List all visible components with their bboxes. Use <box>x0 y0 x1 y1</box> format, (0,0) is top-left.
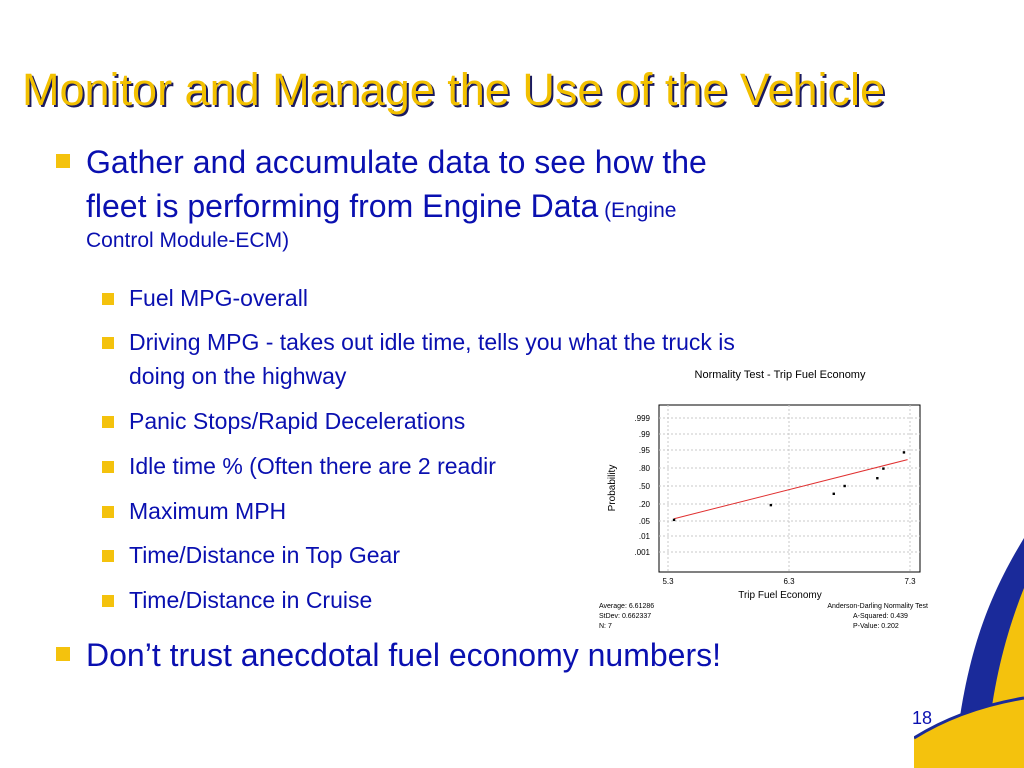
y-tick-labels <box>634 414 650 557</box>
y-axis-label: Probability <box>607 464 618 512</box>
sub-bullet-text: Idle time % (Often there are 2 readir <box>129 453 496 479</box>
normality-chart-svg <box>590 362 942 632</box>
y-tick-label: .05 <box>638 517 650 526</box>
sub-bullet-line-1: Driving MPG - takes out idle time, tells you what the truck is <box>129 329 735 355</box>
page-number: 18 <box>912 708 933 728</box>
bullet-square-icon <box>102 595 114 607</box>
bullet-square-icon <box>102 506 114 518</box>
x-tick-label: 5.3 <box>662 577 674 586</box>
x-tick-label: 6.3 <box>783 577 795 586</box>
y-tick-label: .20 <box>638 500 650 509</box>
bullet-line-2 <box>86 184 876 228</box>
y-tick-label: .99 <box>638 430 650 439</box>
data-point <box>843 485 845 487</box>
data-point <box>903 451 905 453</box>
y-tick-label: .999 <box>634 414 650 423</box>
bullet-square-icon <box>102 293 114 305</box>
stat-n: N: 7 <box>599 623 612 630</box>
y-tick-label: .95 <box>638 446 650 455</box>
y-tick-label: .01 <box>638 532 650 541</box>
slide-title: Monitor and Manage the Use of the Vehicle <box>22 64 886 115</box>
data-point <box>673 519 675 521</box>
sub-bullet-text: Time/Distance in Cruise <box>129 587 373 613</box>
bullet-line-2-main: fleet is performing from Engine Data <box>86 188 599 224</box>
bullet-square-icon <box>102 416 114 428</box>
x-tick-label: 7.3 <box>904 577 916 586</box>
y-tick-label: .80 <box>638 464 650 473</box>
sub-bullet-text: Panic Stops/Rapid Decelerations <box>129 408 466 434</box>
bullet-line-3: Control Module-ECM) <box>86 229 290 252</box>
bullet-square-icon <box>102 461 114 473</box>
bullet-square-icon <box>56 647 70 661</box>
bullet-text: Don’t trust anecdotal fuel economy numbers! <box>86 637 721 673</box>
bullet-square-icon <box>56 154 70 168</box>
x-axis-label: Trip Fuel Economy <box>738 590 822 601</box>
stat-stdev: StDev: 0.662337 <box>599 613 652 620</box>
bullet-line-1: Gather and accumulate data to see how the <box>86 144 707 180</box>
y-tick-label: .50 <box>638 482 650 491</box>
bullet-text <box>86 140 876 254</box>
bullet-square-icon <box>102 337 114 349</box>
x-tick-labels <box>662 577 916 586</box>
stat-test-name: Anderson-Darling Normality Test <box>827 603 928 610</box>
normality-chart <box>590 362 942 632</box>
y-tick-label: .001 <box>634 548 650 557</box>
corner-swoosh-decoration <box>914 538 1024 768</box>
stat-average: Average: 6.61286 <box>599 603 655 610</box>
stat-a-squared: A-Squared: 0.439 <box>853 613 908 620</box>
bullet-line-2-small: (Engine <box>598 199 677 222</box>
sub-bullet-text: Maximum MPH <box>129 498 287 524</box>
data-point <box>882 467 884 469</box>
sub-bullet-text: Fuel MPG-overall <box>129 285 308 311</box>
data-point <box>876 477 878 479</box>
sub-bullet-line-2: doing on the highway <box>129 363 347 389</box>
data-point <box>770 504 772 506</box>
sub-bullet-text: Time/Distance in Top Gear <box>129 542 401 568</box>
bullet-square-icon <box>102 550 114 562</box>
data-point <box>833 493 835 495</box>
stat-p-value: P-Value: 0.202 <box>853 623 899 630</box>
chart-title: Normality Test - Trip Fuel Economy <box>694 369 866 381</box>
